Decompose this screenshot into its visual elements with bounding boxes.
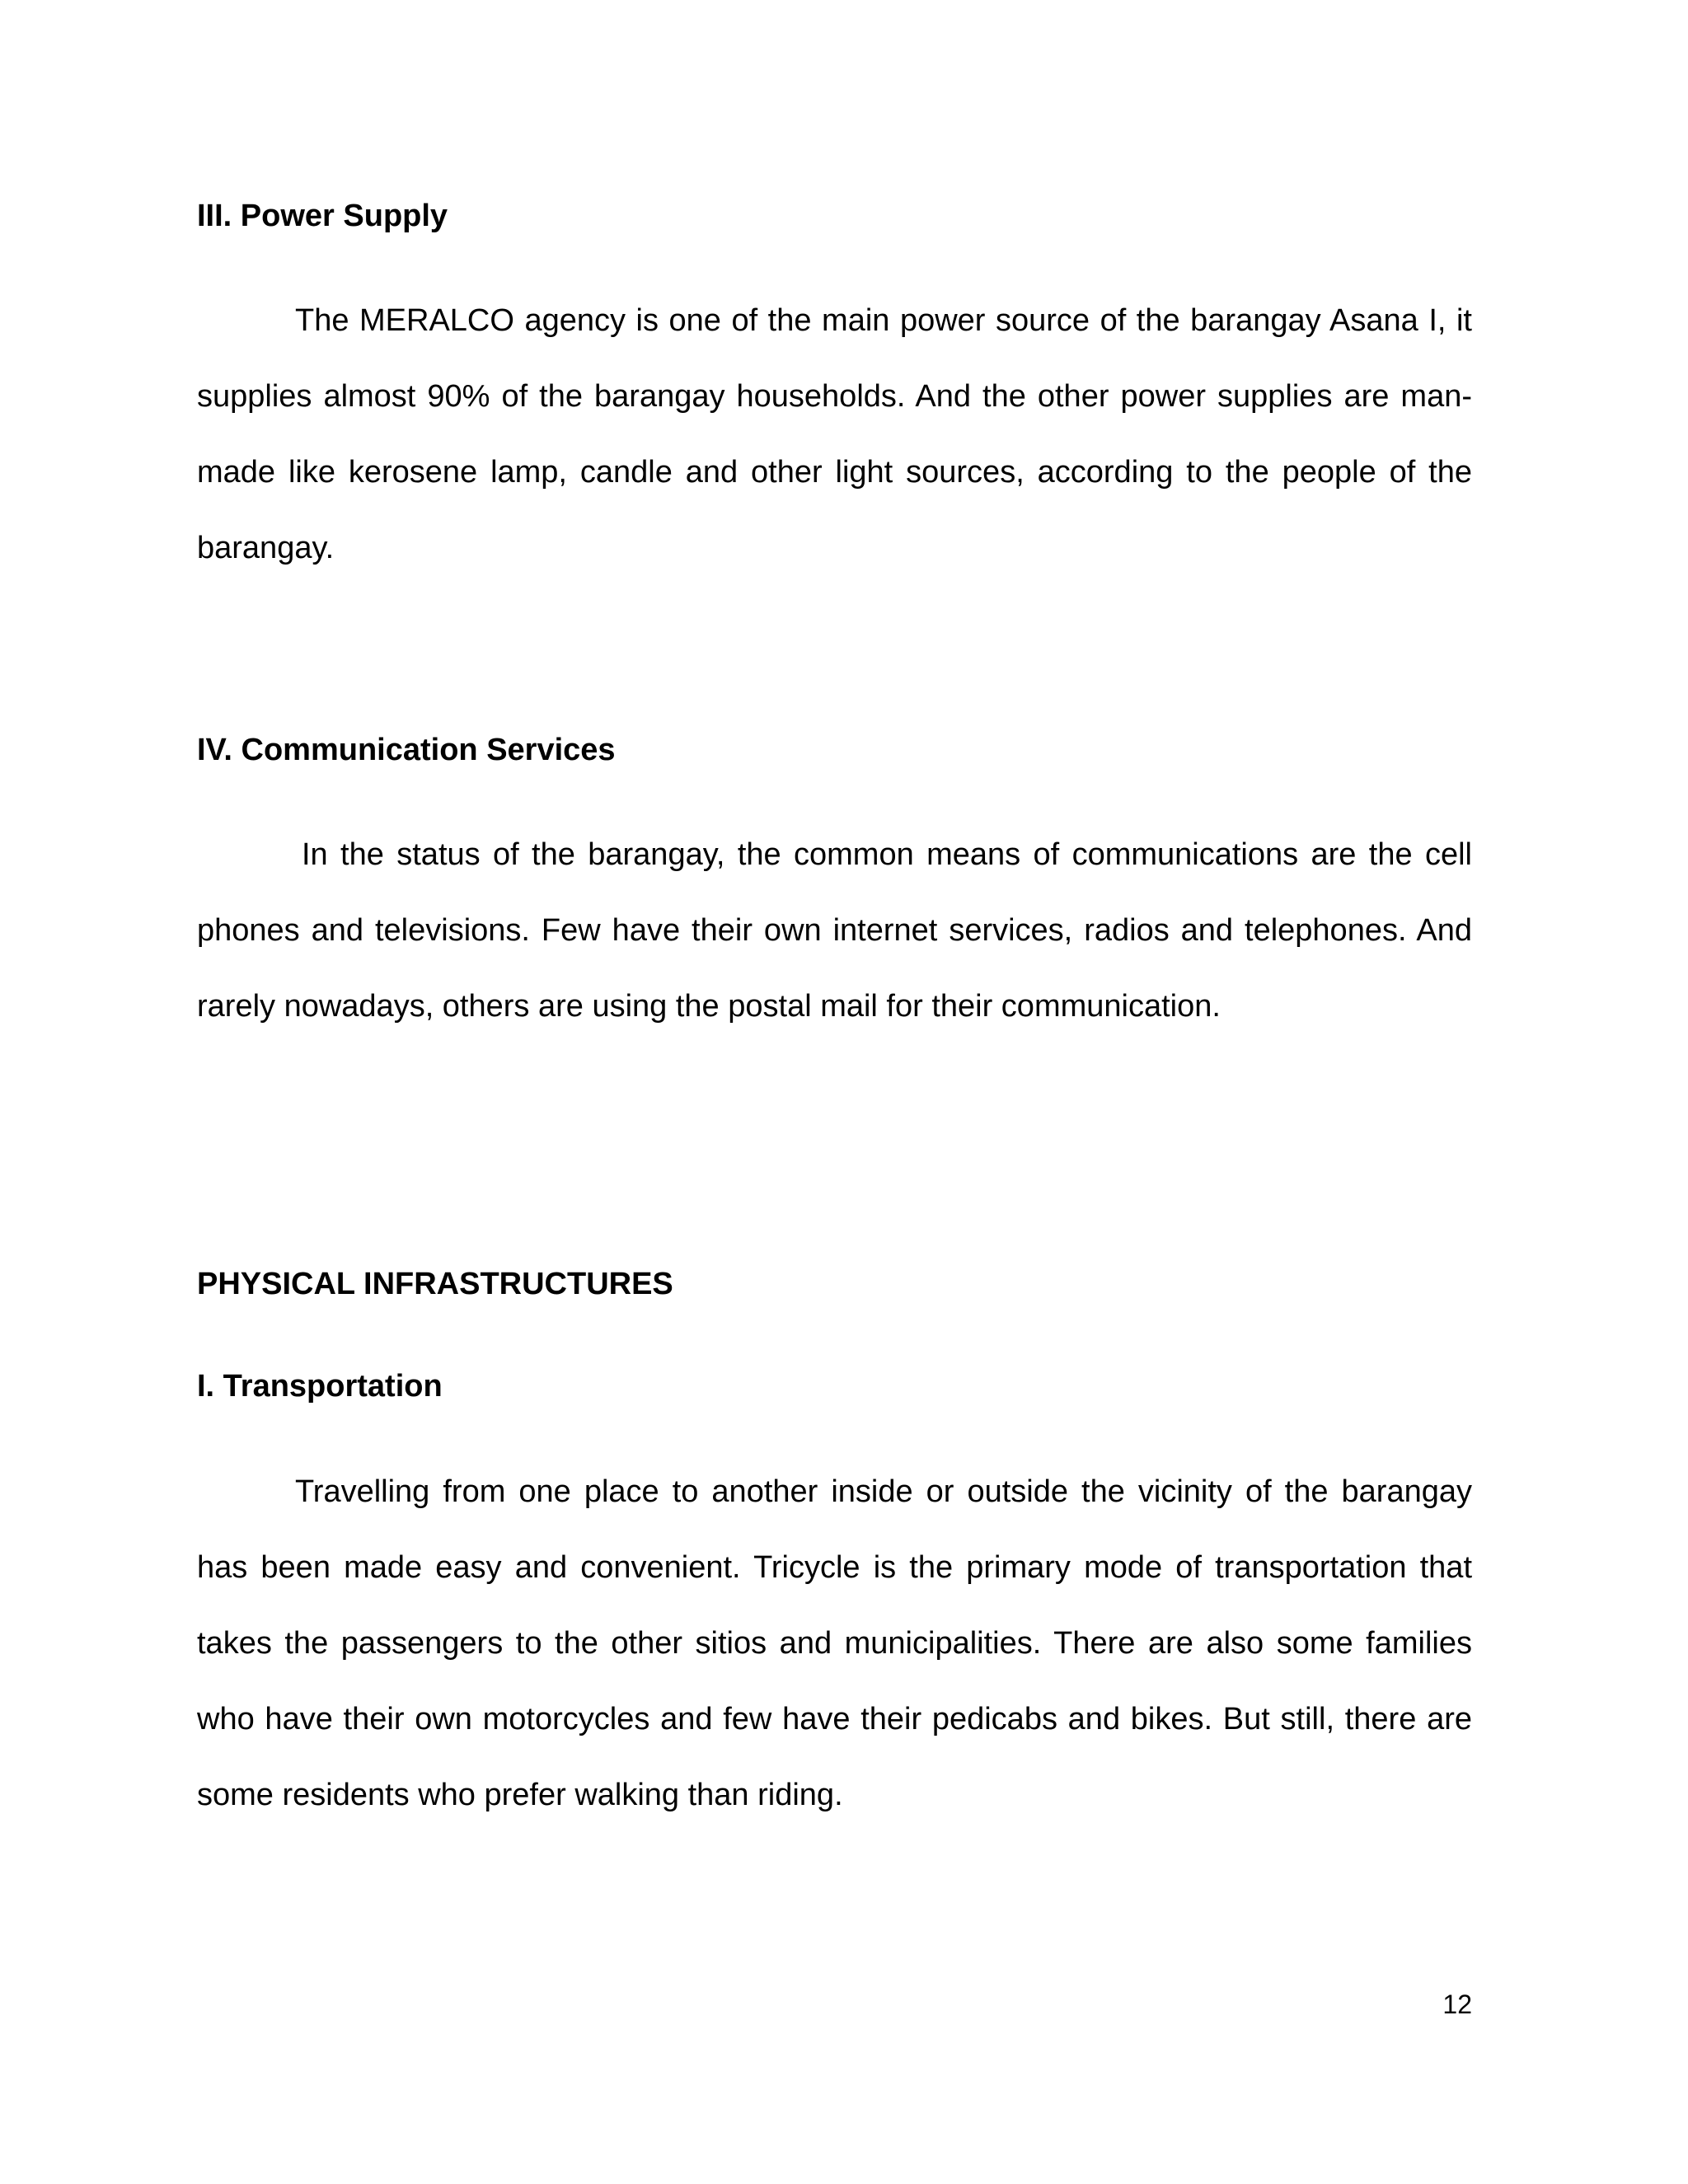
section-heading-transportation: I. Transportation — [197, 1369, 443, 1404]
page-number: 12 — [1442, 1990, 1472, 2019]
paragraph-power-supply: The MERALCO agency is one of the main power source of the barangay Asana I, it supplies almost 90% of the barangay households. And the other power supplies are man-made like kerosene lamp, candle and other light sources, according to the people of the barangay. — [197, 303, 1472, 565]
section-heading-power-supply: III. Power Supply — [197, 199, 448, 233]
paragraph-transportation: Travelling from one place to another inside or outside the vicinity of the barangay has been made easy and convenient. Tricycle is the primary mode of transportation that takes the passengers to the other sitios and municipalities. There are also some families who have their own motorcycles and few have their pedicabs and bikes. But still, there are some residents who prefer walking than riding. — [197, 1474, 1472, 1812]
paragraph-communication-services: In the status of the barangay, the common means of communications are the cell phones and televisions. Few have their own internet services, radios and telephones. And rarely nowadays, others are using the postal mail for their communication. — [197, 837, 1472, 1024]
section-heading-communication-services: IV. Communication Services — [197, 733, 616, 767]
section-heading-physical-infrastructures: PHYSICAL INFRASTRUCTURES — [197, 1267, 673, 1301]
